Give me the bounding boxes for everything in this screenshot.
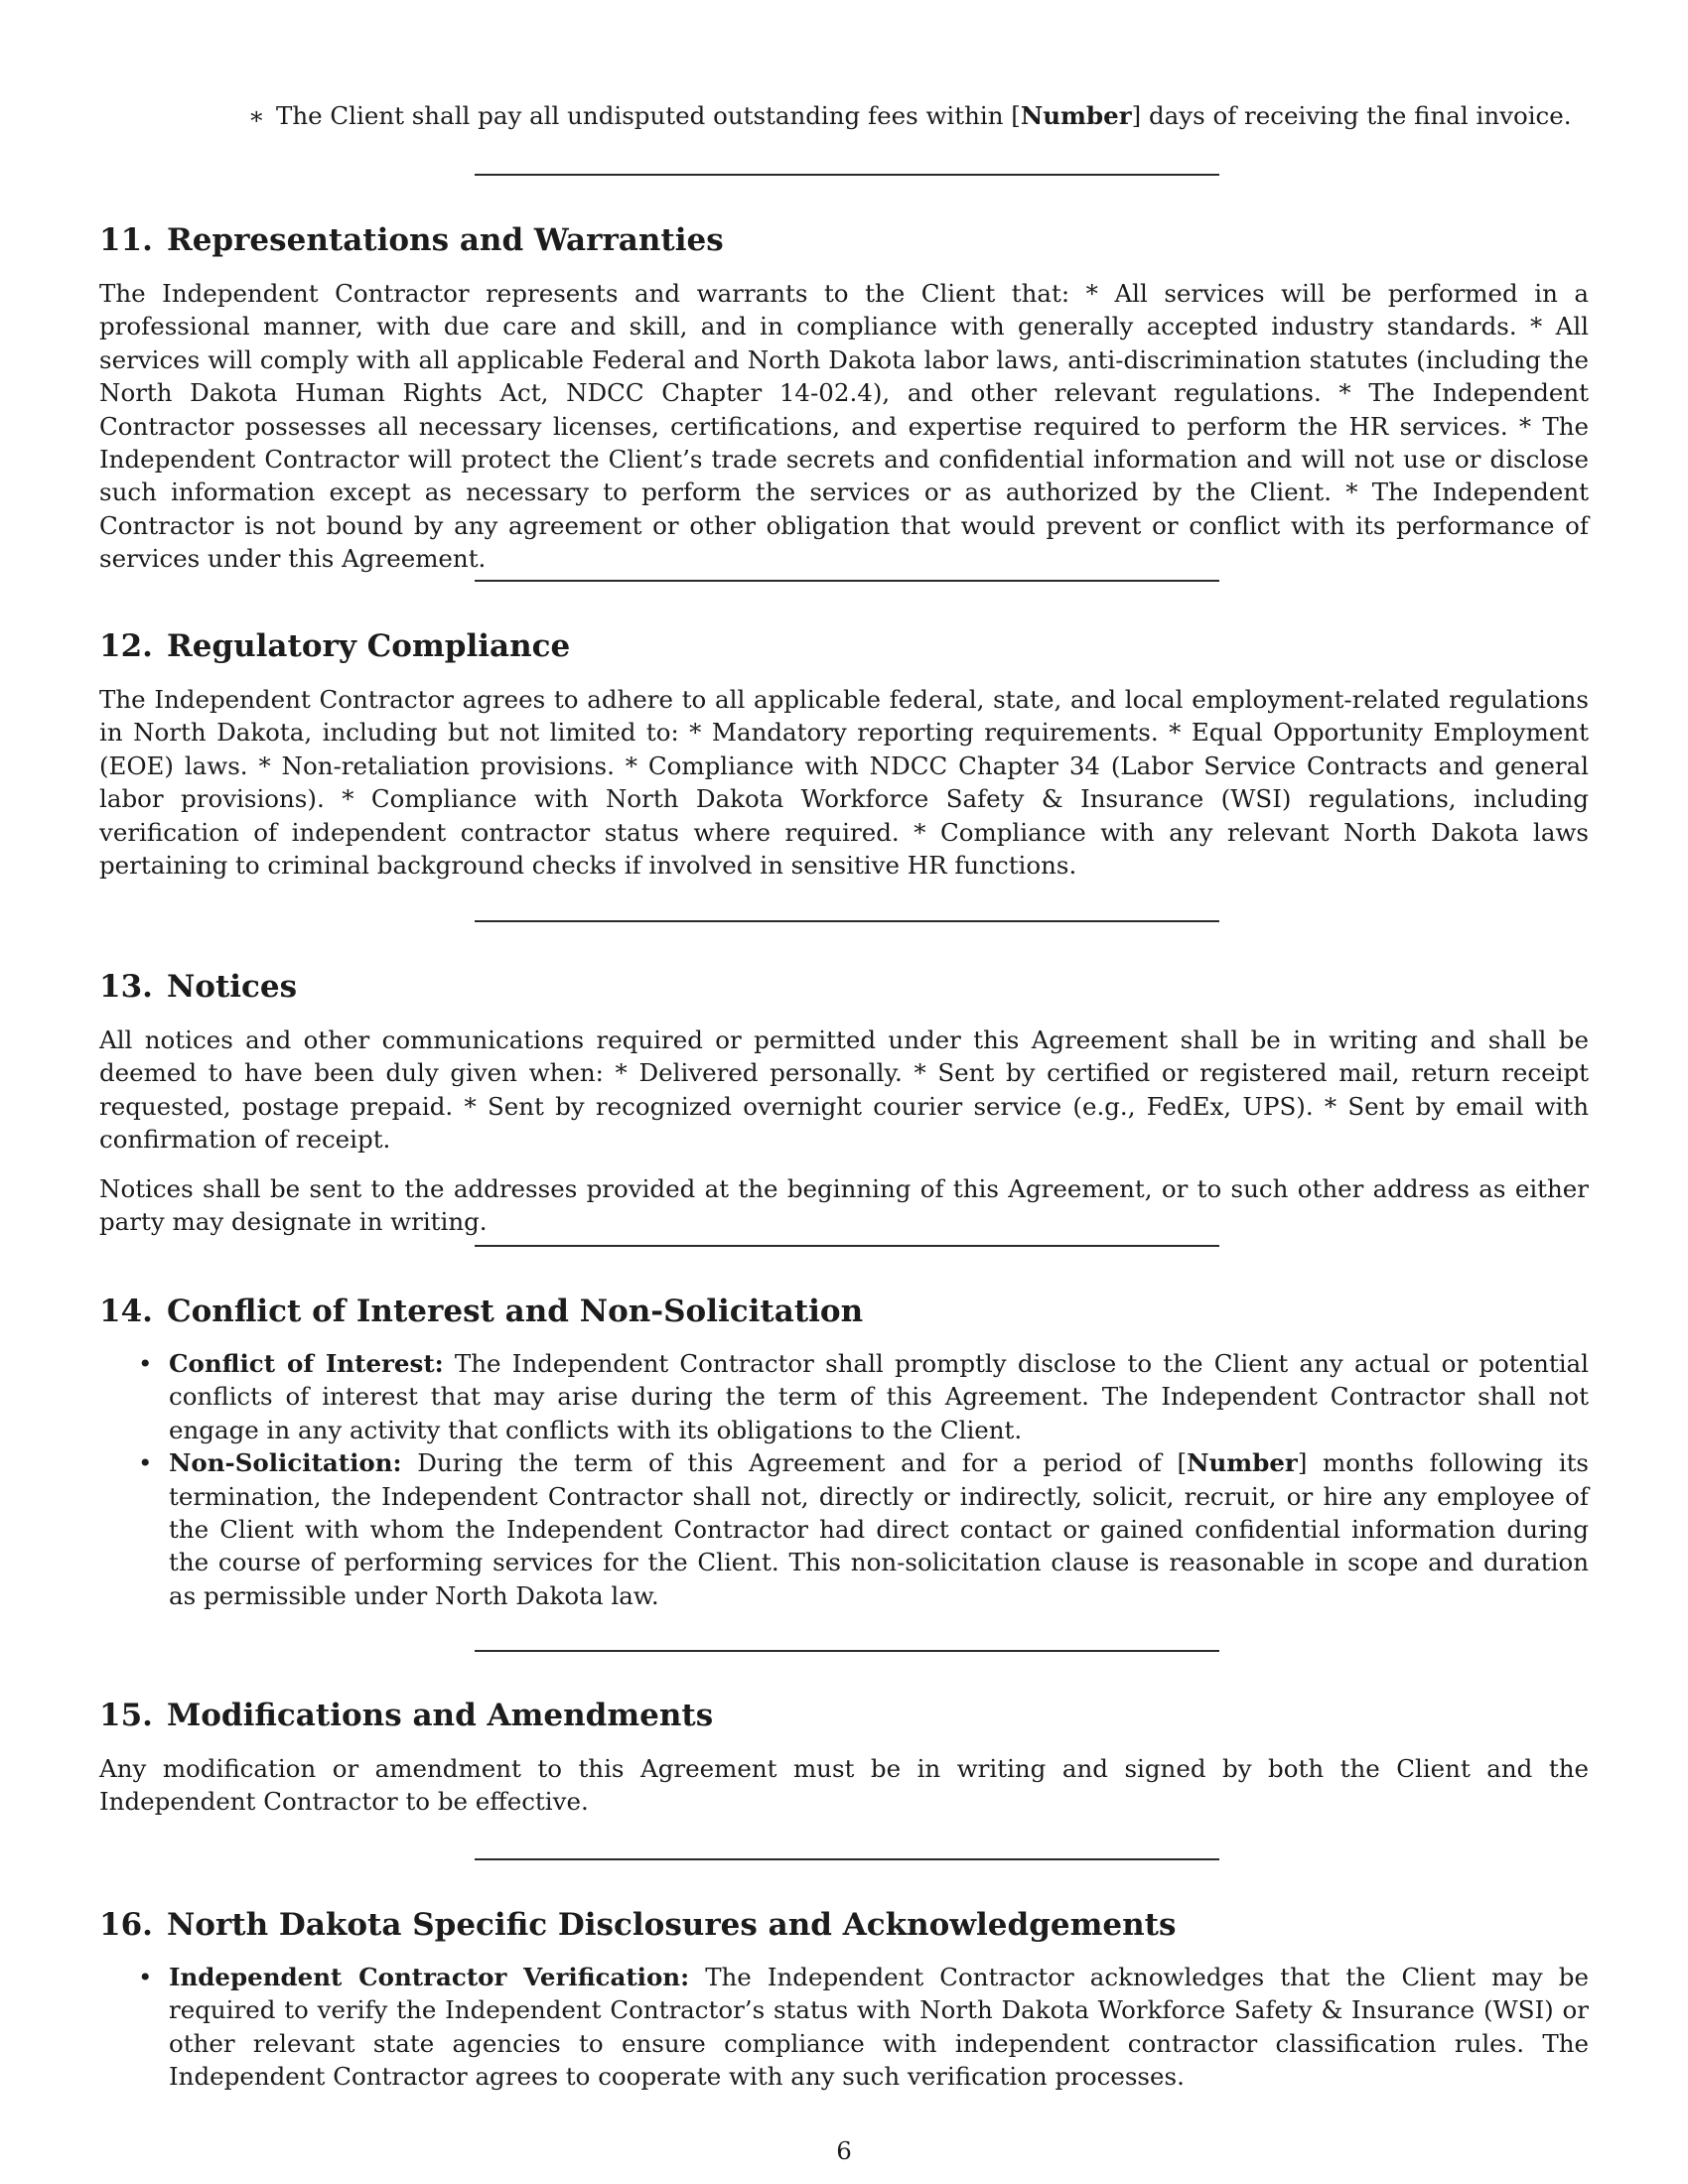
list-item [99, 1446, 1589, 1612]
payment-item-text-end: days of receiving the final invoice. [1141, 101, 1572, 130]
asterisk-marker: ∗ [248, 101, 265, 130]
section-divider [475, 920, 1219, 922]
bracket-close: ] [1131, 101, 1142, 130]
payment-item-text-start: The Client shall pay all undisputed outstanding fees within [276, 101, 1012, 130]
section-title: Modifications and Amendments [166, 1698, 714, 1733]
list-item [99, 1347, 1589, 1446]
placeholder-number: Number [1020, 101, 1132, 130]
placeholder-number: Number [1187, 1448, 1298, 1478]
bracket-open: [ [1011, 101, 1021, 130]
section-16-body [99, 1961, 1589, 2094]
section-12-heading [99, 626, 570, 666]
section-title: Conflict of Interest and Non-Solicitation [166, 1294, 864, 1329]
section-11-paragraph: The Independent Contractor represents and warrants to the Client that: * All services will be performed in a professional manner, with due care and skill, and in compliance with generally accepted industry standards. * All services will comply with all applicable Federal and North Dakota labor laws, anti-discrimination statutes (including the North Dakota Human Rights Act, NDCC Chapter 14-02.4), and other relevant regulations. * The Independent Contractor possesses all necessary licenses, certifications, and expertise required to perform the HR services. * The Independent Contractor will protect the Client’s trade secrets and confidential information and will not use or disclose such information except as necessary to perform the services or as authorized by the Client. * The Independent Contractor is not bound by any agreement or other obligation that would prevent or conflict with its performance of services under this Agreement. [99, 279, 1589, 574]
section-12-body [99, 683, 1589, 882]
bullet-marker: • [138, 1448, 153, 1478]
list-item-text: The Independent Contractor acknowledges that the Client may be required to verify the Independent Contractor’s status with North Dakota Workforce Safety & Insurance (WSI) or other relevant state agencies to ensure compliance with independent contractor classification rules. The Independent Contractor agrees to cooperate with any such verification processes. [169, 1963, 1589, 2092]
section-title: Representations and Warranties [166, 222, 724, 258]
bullet-marker: • [138, 1349, 153, 1378]
document-page [99, 0, 1589, 2184]
bracket-close: ] [1297, 1448, 1308, 1478]
section-15-heading [99, 1696, 713, 1735]
section-divider [475, 1650, 1219, 1652]
bracket-open: [ [1177, 1448, 1188, 1478]
section-title: Notices [166, 969, 298, 1005]
section-16-heading [99, 1905, 1176, 1945]
section-number: 15. [99, 1698, 153, 1733]
section-11-body [99, 277, 1589, 576]
section-13-paragraph-2: Notices shall be sent to the addresses provided at the beginning of this Agreement, or to such other address as either party may designate in writing. [99, 1173, 1589, 1237]
list-item-text-start: During the term of this Agreement and for a period of [401, 1448, 1178, 1478]
section-15-body [99, 1752, 1589, 1819]
section-number: 16. [99, 1907, 153, 1943]
bullet-marker: • [138, 1963, 153, 1991]
section-title: Regulatory Compliance [166, 628, 571, 664]
page-number: 6 [836, 2136, 852, 2165]
section-divider [475, 1858, 1219, 1860]
section-13-body [99, 1024, 1589, 1238]
section-14-list [99, 1347, 1589, 1612]
section-14-body [99, 1347, 1589, 1612]
list-item-label: Non-Solicitation: [169, 1448, 402, 1478]
list-item [99, 1961, 1589, 2094]
section-16-list [99, 1961, 1589, 2094]
section-12-paragraph: The Independent Contractor agrees to adhere to all applicable federal, state, and local employment-related regulations in North Dakota, including but not limited to: * Mandatory reporting requirements. * Equal Opportunity Employment (EOE) laws. * Non-retaliation provisions. * Compliance with NDCC Chapter 34 (Labor Service Contracts and general labor provisions). * Compliance with North Dakota Workforce Safety & Insurance (WSI) regulations, including verification of independent contractor status where required. * Compliance with any relevant North Dakota laws pertaining to criminal background checks if involved in sensitive HR functions. [99, 685, 1589, 881]
payment-terms-item [248, 99, 1572, 132]
section-divider [475, 174, 1219, 176]
section-13-paragraph-1: All notices and other communications required or permitted under this Agreement shall be in writing and shall be deemed to have been duly given when: * Delivered personally. * Sent by certified or registered mail, return receipt requested, postage prepaid. * Sent by recognized overnight courier service (e.g., FedEx, UPS). * Sent by email with confirmation of receipt. [99, 1025, 1589, 1155]
section-13-heading [99, 967, 297, 1007]
section-11-heading [99, 220, 724, 260]
list-item-label: Independent Contractor Verification: [169, 1963, 690, 1991]
list-item-text: The Independent Contractor shall promptly disclose to the Client any actual or potential conflicts of interest that may arise during the term of this Agreement. The Independent Contractor shall not engage in any activity that conflicts with its obligations to the Client. [169, 1349, 1589, 1444]
section-14-heading [99, 1292, 863, 1331]
section-15-paragraph: Any modification or amendment to this Agreement must be in writing and signed by both the Client and the Independent Contractor to be effective. [99, 1754, 1589, 1817]
section-number: 13. [99, 969, 153, 1005]
list-item-label: Conflict of Interest: [169, 1349, 444, 1378]
section-number: 12. [99, 628, 153, 664]
list-item-text-end: months following its termination, the Independent Contractor shall not, directly or indirectly, solicit, recruit, or hire any employee of the Client with whom the Independent Contractor had direct contact or gained confidential information during the course of performing services for the Client. This non-solicitation clause is reasonable in scope and duration as permissible under North Dakota law. [169, 1448, 1590, 1610]
section-divider [475, 580, 1219, 582]
section-title: North Dakota Specific Disclosures and Acknowledgements [166, 1907, 1177, 1943]
section-number: 14. [99, 1294, 153, 1329]
section-divider [475, 1245, 1219, 1247]
section-number: 11. [99, 222, 153, 258]
